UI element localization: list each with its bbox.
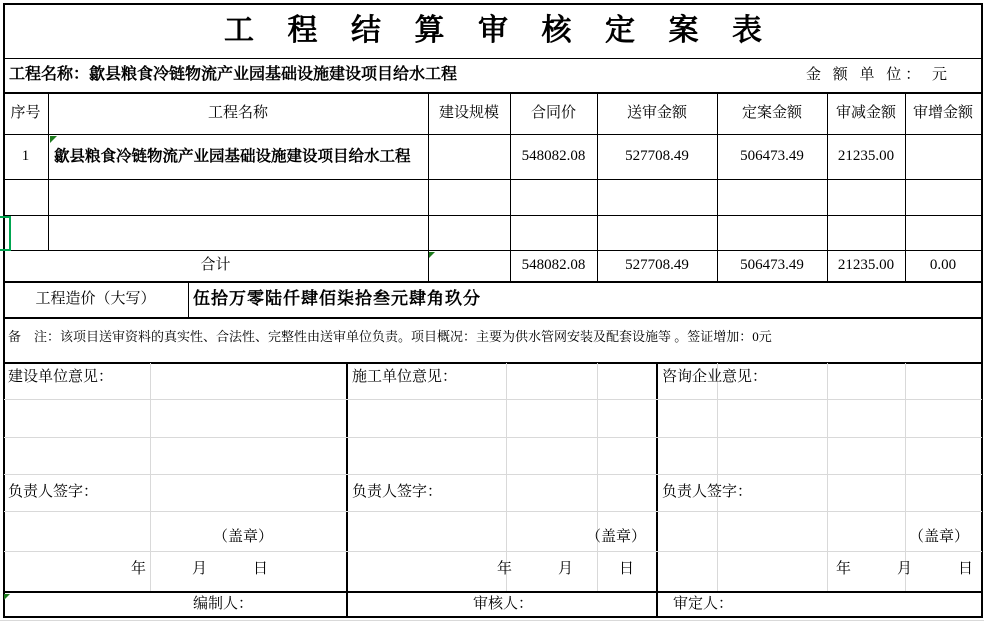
col-header-submitted: 送审金额: [626, 104, 687, 121]
amount-unit-label: 金 额 单 位： 元: [806, 66, 952, 83]
date-line: [346, 554, 634, 584]
seal-label: （盖章）: [585, 528, 646, 545]
approver-label[interactable]: 审定人：: [673, 596, 734, 613]
seal-label: （盖章）: [212, 528, 273, 545]
date-year-label: 年: [130, 560, 146, 577]
row1-increased-cell[interactable]: [905, 134, 981, 179]
cell-error-indicator-icon: [50, 136, 57, 143]
reviewer-label[interactable]: 审核人：: [473, 596, 534, 613]
col-header-contract: 合同价: [530, 104, 576, 121]
row1-reduced-cell[interactable]: 21235.00: [837, 148, 895, 165]
col-header-scale: 建设规模: [438, 104, 499, 121]
date-year-label: 年: [835, 560, 851, 577]
total-submitted-cell[interactable]: 527708.49: [625, 257, 689, 274]
total-increased-cell[interactable]: 0.00: [929, 257, 957, 274]
row1-scale-cell[interactable]: [428, 134, 510, 179]
date-year-label: 年: [496, 560, 512, 577]
row2-seq-cell[interactable]: [3, 179, 48, 215]
active-cell-selection[interactable]: [0, 216, 11, 251]
row1-project-name-cell[interactable]: 歙县粮食冷链物流产业园基础设施建设项目给水工程: [54, 147, 411, 165]
total-finalized-cell[interactable]: 506473.49: [740, 257, 804, 274]
divider: [188, 281, 189, 317]
signer-label: 负责人签字：: [662, 483, 753, 500]
row1-seq-cell[interactable]: 1: [21, 148, 30, 165]
amount-in-words-value[interactable]: 伍拾万零陆仟肆佰柒拾叁元肆角玖分: [193, 288, 481, 308]
construction-unit-opinion-box[interactable]: [3, 362, 346, 591]
col-header-seq: 序号: [10, 104, 41, 121]
opinion-title: 咨询企业意见：: [662, 368, 768, 385]
date-line: [3, 554, 268, 584]
opinion-title: 施工单位意见：: [352, 368, 458, 385]
date-month-label: 月: [557, 560, 573, 577]
divider: [3, 616, 983, 618]
cell-error-indicator-icon: [429, 252, 435, 258]
date-month-label: 月: [896, 560, 912, 577]
date-line: [656, 554, 973, 584]
total-label-cell: 合计: [200, 257, 231, 274]
project-name-label: 工程名称：歙县粮食冷链物流产业园基础设施建设项目给水工程: [9, 66, 458, 84]
seal-label: （盖章）: [908, 528, 969, 545]
divider: [981, 3, 983, 618]
remark-text: 备 注：该项目送审资料的真实性、合法性、完整性由送审单位负责。项目概况：主要为供水管网安装及配套设施等 。签证增加：0元: [8, 329, 772, 345]
total-reduced-cell[interactable]: 21235.00: [837, 257, 895, 274]
preparer-label[interactable]: 编制人：: [193, 596, 254, 613]
col-header-reduced: 审减金额: [835, 104, 896, 121]
col-header-increased: 审增金额: [912, 104, 973, 121]
signer-label: 负责人签字：: [352, 483, 443, 500]
row1-contract-cell[interactable]: 548082.08: [521, 148, 586, 165]
opinion-title: 建设单位意见：: [8, 368, 114, 385]
contractor-opinion-box[interactable]: [346, 362, 656, 591]
row3-project-name-cell[interactable]: [54, 215, 426, 250]
date-day-label: 日: [957, 560, 973, 577]
cell-error-indicator-icon: [4, 594, 10, 600]
signer-label: 负责人签字：: [8, 483, 99, 500]
row2-project-name-cell[interactable]: [54, 179, 426, 215]
total-scale-cell[interactable]: [428, 250, 510, 281]
amount-in-words-label: 工程造价（大写）: [35, 290, 156, 307]
date-month-label: 月: [191, 560, 207, 577]
row1-finalized-cell[interactable]: 506473.49: [740, 148, 804, 165]
total-contract-cell[interactable]: 548082.08: [521, 257, 586, 274]
date-day-label: 日: [252, 560, 268, 577]
col-header-project: 工程名称: [207, 104, 268, 121]
page-title: 工 程 结 算 审 核 定 案 表: [224, 14, 775, 47]
col-header-finalized: 定案金额: [741, 104, 802, 121]
date-day-label: 日: [618, 560, 634, 577]
row1-submitted-cell[interactable]: 527708.49: [625, 148, 689, 165]
consulting-firm-opinion-box[interactable]: [656, 362, 981, 591]
